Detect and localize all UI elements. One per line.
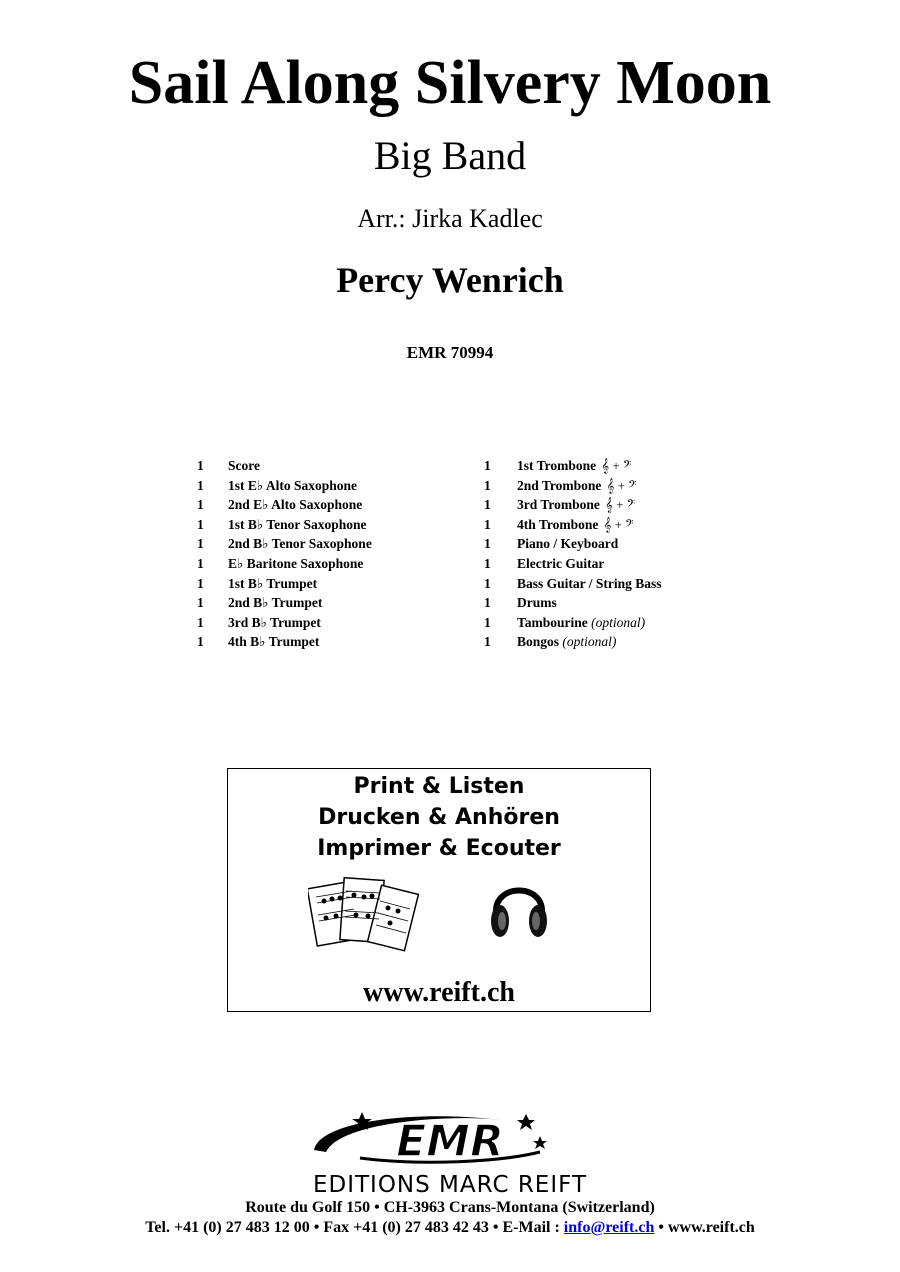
part-name bbox=[517, 554, 604, 574]
catalog-number: EMR 70994 bbox=[406, 343, 494, 362]
part-quantity: 1 bbox=[484, 555, 491, 571]
emr-logo bbox=[300, 1106, 565, 1168]
part-quantity: 1 bbox=[197, 497, 204, 513]
part-name-text: 3rd B♭ Trumpet bbox=[228, 614, 321, 630]
part-quantity: 1 bbox=[197, 458, 204, 473]
part-name bbox=[517, 632, 616, 652]
composer: Percy Wenrich bbox=[336, 260, 564, 300]
headphones-icon bbox=[488, 873, 550, 943]
part-name-text: 1st B♭ Trumpet bbox=[228, 575, 318, 591]
clef-icon: 𝄞 + 𝄢 bbox=[598, 458, 632, 473]
part-name-text: 2nd B♭ Trumpet bbox=[228, 595, 323, 611]
part-quantity: 1 bbox=[484, 497, 491, 513]
part-note: (optional) bbox=[587, 614, 646, 630]
website-url[interactable]: www.reift.ch bbox=[363, 977, 515, 1008]
subtitle: Big Band bbox=[373, 133, 527, 178]
print-listen-box bbox=[227, 768, 651, 1012]
part-quantity: 1 bbox=[197, 555, 204, 571]
part-quantity: 1 bbox=[197, 634, 204, 650]
part-name bbox=[517, 476, 637, 496]
part-name bbox=[228, 456, 260, 476]
part-name bbox=[228, 495, 362, 515]
clef-icon: 𝄞 + 𝄢 bbox=[603, 477, 637, 493]
part-name-text: Score bbox=[228, 458, 260, 473]
part-name bbox=[228, 613, 321, 633]
part-quantity: 1 bbox=[484, 575, 491, 591]
part-name-text: 1st B♭ Tenor Saxophone bbox=[228, 516, 367, 532]
part-name-text: Piano / Keyboard bbox=[517, 536, 619, 552]
part-quantity: 1 bbox=[484, 536, 491, 552]
part-name bbox=[517, 495, 635, 515]
part-name bbox=[517, 534, 618, 554]
part-name-text: Bass Guitar / String Bass bbox=[517, 575, 662, 591]
part-quantity: 1 bbox=[484, 477, 491, 493]
part-name-text: Electric Guitar bbox=[517, 555, 605, 571]
part-name-text: 3rd Trombone bbox=[517, 497, 600, 513]
part-quantity: 1 bbox=[197, 575, 204, 591]
part-name-text: Drums bbox=[517, 595, 557, 611]
page-title: Sail Along Silvery Moon bbox=[128, 49, 772, 117]
part-name-text: Tambourine bbox=[517, 614, 588, 630]
part-quantity: 1 bbox=[484, 516, 491, 532]
part-quantity: 1 bbox=[484, 595, 491, 611]
part-name bbox=[517, 456, 631, 476]
part-name bbox=[228, 593, 322, 613]
part-quantity: 1 bbox=[197, 477, 204, 493]
address: Route du Golf 150 • CH-3963 Crans-Montana (Switzerland) bbox=[245, 1199, 655, 1216]
part-name-text: 1st Trombone bbox=[517, 458, 597, 473]
part-name bbox=[228, 574, 317, 594]
part-name bbox=[517, 593, 557, 613]
part-name-text: 4th B♭ Trumpet bbox=[228, 634, 320, 650]
contact-phone-fax: Tel. +41 (0) 27 483 12 00 • Fax +41 (0) 27 483 42 43 • E-Mail : bbox=[145, 1219, 564, 1236]
part-quantity: 1 bbox=[197, 595, 204, 611]
part-name bbox=[517, 574, 662, 594]
part-name-text: 1st E♭ Alto Saxophone bbox=[228, 477, 358, 493]
part-quantity: 1 bbox=[197, 614, 204, 630]
part-quantity: 1 bbox=[197, 516, 204, 532]
arranger: Arr.: Jirka Kadlec bbox=[357, 204, 543, 233]
part-quantity: 1 bbox=[484, 634, 491, 650]
part-name bbox=[228, 554, 363, 574]
email-link[interactable]: info@reift.ch bbox=[563, 1219, 655, 1236]
clef-icon: 𝄞 + 𝄢 bbox=[600, 516, 634, 532]
part-quantity: 1 bbox=[484, 458, 491, 473]
promo-line-print: Print & Listen bbox=[353, 774, 525, 799]
part-name bbox=[228, 515, 367, 535]
part-note: (optional) bbox=[559, 634, 617, 650]
promo-line-imprimer: Imprimer & Ecouter bbox=[317, 836, 561, 861]
part-name-text: 4th Trombone bbox=[517, 516, 599, 532]
sheet-music-icon bbox=[308, 873, 420, 955]
part-name bbox=[228, 632, 319, 652]
part-name-text: E♭ Baritone Saxophone bbox=[228, 555, 364, 571]
part-name-text: 2nd Trombone bbox=[517, 477, 602, 493]
part-name-text: Bongos bbox=[517, 634, 560, 650]
part-name bbox=[517, 613, 645, 633]
part-name bbox=[517, 515, 634, 535]
part-name bbox=[228, 476, 357, 496]
contact-website: • www.reift.ch bbox=[654, 1219, 755, 1236]
part-name-text: 2nd E♭ Alto Saxophone bbox=[228, 497, 363, 513]
part-name bbox=[228, 534, 372, 554]
promo-line-drucken: Drucken & Anhören bbox=[318, 805, 560, 830]
publisher-name: EDITIONS MARC REIFT bbox=[312, 1172, 588, 1198]
part-quantity: 1 bbox=[197, 536, 204, 552]
emr-logo-text: EMR bbox=[396, 1116, 504, 1167]
part-name-text: 2nd B♭ Tenor Saxophone bbox=[228, 536, 372, 552]
contact-line bbox=[0, 1218, 900, 1238]
clef-icon: 𝄞 + 𝄢 bbox=[601, 497, 636, 513]
part-quantity: 1 bbox=[484, 614, 491, 630]
